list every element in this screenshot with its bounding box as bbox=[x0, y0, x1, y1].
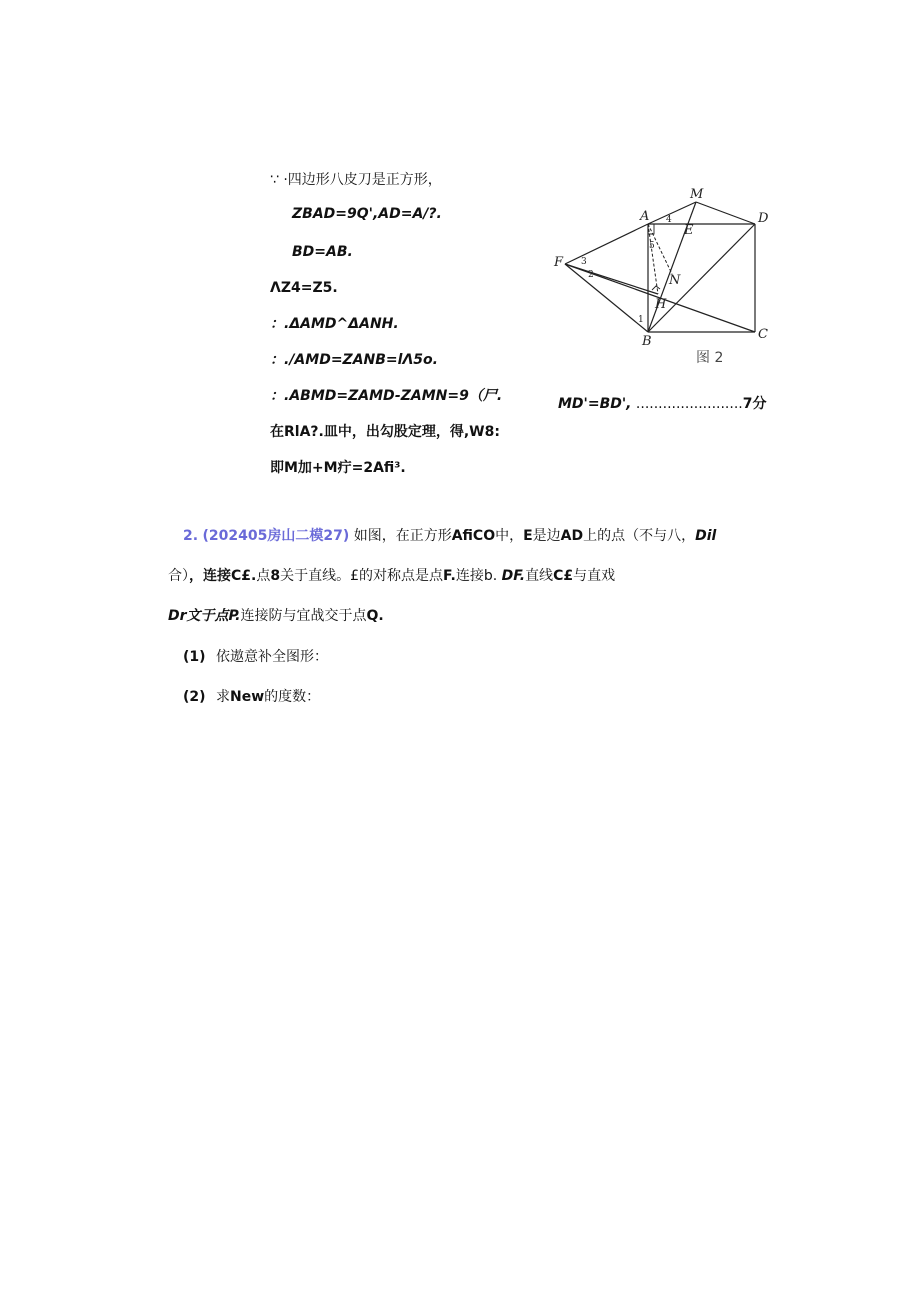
score-note bbox=[558, 395, 766, 413]
question-1-text: 依遨意补全图形： bbox=[216, 649, 328, 665]
segment-MD bbox=[696, 202, 755, 224]
solution-line-7: ：.ABMD=ZAMD-ZAMN=9（尸. bbox=[270, 388, 503, 404]
angle-label-2: 2 bbox=[588, 270, 594, 280]
solution-line-5: ：.ΔAMD^ΔANH. bbox=[270, 316, 399, 332]
label-A: A bbox=[640, 209, 650, 224]
score-dots: ........................ bbox=[635, 396, 743, 412]
solution-line-3: BD=AB. bbox=[292, 244, 353, 260]
segment-BD bbox=[648, 224, 755, 332]
problem-source: (202405房山二模27) bbox=[202, 528, 350, 544]
label-D: D bbox=[758, 211, 769, 226]
angle-label-5: 5 bbox=[649, 241, 655, 251]
angle-label-4: 4 bbox=[666, 215, 672, 225]
label-F: F bbox=[554, 255, 564, 270]
problem-line-1: 2. (202405房山二模27) 如图，在正方形AfiCO中，E是边AD上的点（不与八，Dil bbox=[183, 528, 717, 544]
solution-line-6: ：./AMD=ZANB=lΛ5o. bbox=[270, 352, 438, 368]
geometry-figure-svg bbox=[548, 182, 778, 372]
label-M: M bbox=[690, 187, 704, 202]
solution-line-2: ZBAD=9Q',AD=A/?. bbox=[292, 206, 442, 222]
problem-number: 2. bbox=[183, 528, 199, 544]
score-value: 7分 bbox=[742, 396, 767, 412]
solution-line-8: 在RlA?.皿中，出勾股定理，得,W8: bbox=[270, 424, 500, 440]
right-angle-mark-H bbox=[652, 286, 660, 290]
question-2: (2) 求New的度数： bbox=[183, 689, 321, 705]
figure-caption: 图 2 bbox=[696, 350, 724, 366]
label-E: E bbox=[684, 223, 694, 238]
solution-line-9: 即M加+M疔=2Afi³. bbox=[270, 460, 406, 476]
label-C: C bbox=[758, 327, 768, 342]
angle-label-3: 3 bbox=[581, 257, 587, 267]
question-1 bbox=[183, 648, 328, 666]
segment-FH bbox=[565, 264, 658, 294]
segment-FA bbox=[565, 224, 648, 264]
problem-line-2: 合），连接C£.点8关于直线。£的对称点是点F.连接b. DF.直线C£与直戏 bbox=[168, 568, 616, 584]
problem-line-3: Dr文于点P.连接防与宜战交于点Q. bbox=[168, 608, 384, 624]
segment-FB bbox=[565, 264, 648, 332]
label-H: H bbox=[655, 297, 667, 312]
score-note-equation: MD'=BD', bbox=[558, 396, 632, 412]
question-2-number: (2) bbox=[183, 689, 206, 705]
segment-MB bbox=[648, 202, 696, 332]
solution-line-4: ΛZ4=Z5. bbox=[270, 280, 338, 296]
question-1-number: (1) bbox=[183, 649, 206, 665]
label-B: B bbox=[642, 334, 652, 349]
angle-label-1: 1 bbox=[638, 315, 644, 325]
label-N: N bbox=[669, 273, 681, 288]
solution-line-1: ∵ ·四边形八皮刀是正方形， bbox=[270, 172, 442, 188]
geometry-figure bbox=[548, 182, 778, 372]
